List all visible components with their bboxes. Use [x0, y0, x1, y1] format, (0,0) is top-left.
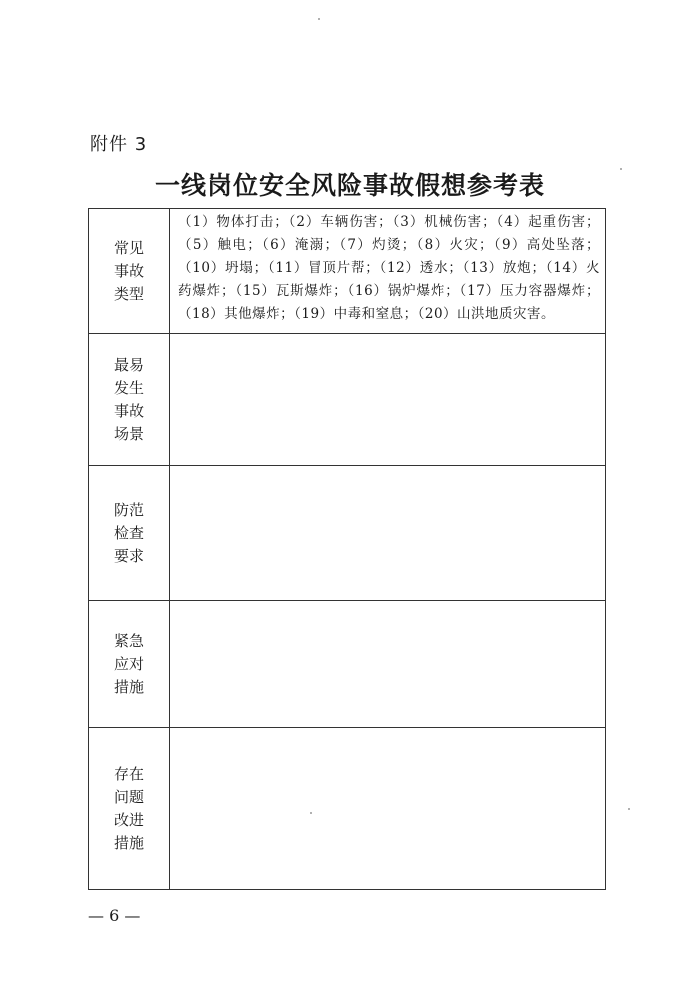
document-title: 一线岗位安全风险事故假想参考表	[154, 171, 545, 200]
scan-speck	[310, 812, 312, 814]
emergency-measures-cell[interactable]	[170, 601, 606, 728]
table-row	[89, 209, 606, 334]
row-label-cell	[89, 728, 170, 890]
page-number: — 6 —	[88, 906, 141, 925]
row-label-cell	[89, 209, 170, 334]
scan-speck	[620, 168, 622, 170]
row-label: 紧急应对措施	[113, 631, 144, 696]
scan-speck	[318, 18, 320, 20]
row-label-cell	[89, 466, 170, 601]
row-label: 最易发生事故场景	[113, 355, 144, 443]
scan-speck	[628, 808, 630, 810]
prevention-requirements-cell[interactable]	[170, 466, 606, 601]
table-row	[89, 728, 606, 890]
row-label: 防范检查要求	[113, 500, 144, 565]
accident-types-cell: （1）物体打击；（2）车辆伤害；（3）机械伤害；（4）起重伤害；（5）触电；（6）淹溺；（7）灼烫；（8）火灾；（9）高处坠落；（10）坍塌；（11）冒顶片帮；（12）透水；（13）放炮；（14）火药爆炸；（15）瓦斯爆炸；（16）锅炉爆炸；（17）压力容器爆炸；（18）其他爆炸；（19）中毒和窒息；（20）山洪地质灾害。	[170, 209, 606, 334]
row-label-cell	[89, 601, 170, 728]
row-label: 存在问题改进措施	[113, 764, 144, 852]
table-row	[89, 601, 606, 728]
table-row	[89, 334, 606, 466]
attachment-label: 附件 3	[90, 134, 148, 155]
row-label: 常见事故类型	[113, 238, 144, 303]
accident-scenarios-cell[interactable]	[170, 334, 606, 466]
improvement-measures-cell[interactable]	[170, 728, 606, 890]
row-label-cell	[89, 334, 170, 466]
table-row	[89, 466, 606, 601]
risk-form-table	[88, 208, 606, 890]
